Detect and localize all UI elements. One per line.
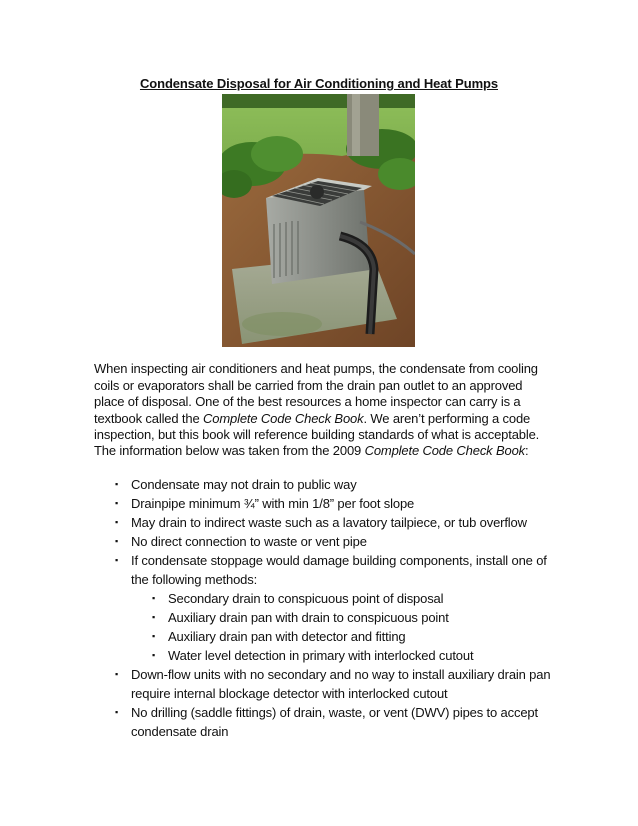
sub-list-item-text: Auxiliary drain pan with drain to conspicuous point [168,610,449,625]
list-item [94,475,564,494]
intro-text-2: . We aren’t performing a code inspection, but this book will reference building standards of what is acceptable. [94,410,540,442]
list-item-text: Drainpipe minimum ¾” with min 1/8” per foot slope [131,496,415,511]
source-text-2: : [525,443,529,458]
sub-list-item-text: Secondary drain to conspicuous point of disposal [168,591,444,606]
list-item [94,551,564,665]
list-item [94,513,564,532]
sub-list-item [131,627,564,646]
bullet-marker: ▪ [115,479,119,489]
list-item [94,494,564,513]
code-requirements-list [94,475,564,741]
document-title: Condensate Disposal for Air Conditioning and Heat Pumps [139,76,499,91]
intro-paragraph [94,361,554,444]
source-text-1: The information below was taken from the 2009 [94,443,365,458]
sub-list-item-text: Auxiliary drain pan with detector and fitting [168,629,406,644]
sub-list-item-text: Water level detection in primary with interlocked cutout [168,648,474,663]
bullet-marker: ▪ [115,536,119,546]
bullet-marker: ▪ [152,593,156,603]
methods-sublist [131,589,564,665]
bullet-marker: ▪ [115,707,119,717]
bullet-marker: ▪ [115,555,119,565]
list-item [94,532,564,551]
bullet-marker: ▪ [115,669,119,679]
list-item-text: No drilling (saddle fittings) of drain, waste, or vent (DWV) pipes to accept condensate drain [131,705,538,739]
book-title: Complete Code Check Book [203,410,364,426]
list-item-text: May drain to indirect waste such as a lavatory tailpiece, or tub overflow [131,515,527,530]
bullet-marker: ▪ [152,631,156,641]
source-paragraph [94,443,554,460]
ac-unit [266,178,372,284]
intro-text-1: When inspecting air conditioners and heat pumps, the condensate from cooling coils or evaporators shall be carried from the drain pan outlet to an approved place of disposal. One of the best resources a home inspector can carry is a textbook called the [94,361,538,426]
bullet-marker: ▪ [115,498,119,508]
sub-list-item [131,608,564,627]
list-item [94,665,564,703]
bullet-marker: ▪ [152,612,156,622]
list-item-text: Condensate may not drain to public way [131,477,357,492]
bullet-marker: ▪ [152,650,156,660]
list-item-text: Down-flow units with no secondary and no way to install auxiliary drain pan require internal blockage detector with interlocked cutout [131,667,551,701]
list-item [94,703,564,741]
sub-list-item [131,589,564,608]
list-item-text: No direct connection to waste or vent pipe [131,534,367,549]
bullet-marker: ▪ [115,517,119,527]
ac-unit-photo [222,94,415,347]
book-title: Complete Code Check Book [364,443,526,458]
list-item-text: If condensate stoppage would damage building components, install one of the following methods: [131,553,547,587]
sub-list-item [131,646,564,665]
